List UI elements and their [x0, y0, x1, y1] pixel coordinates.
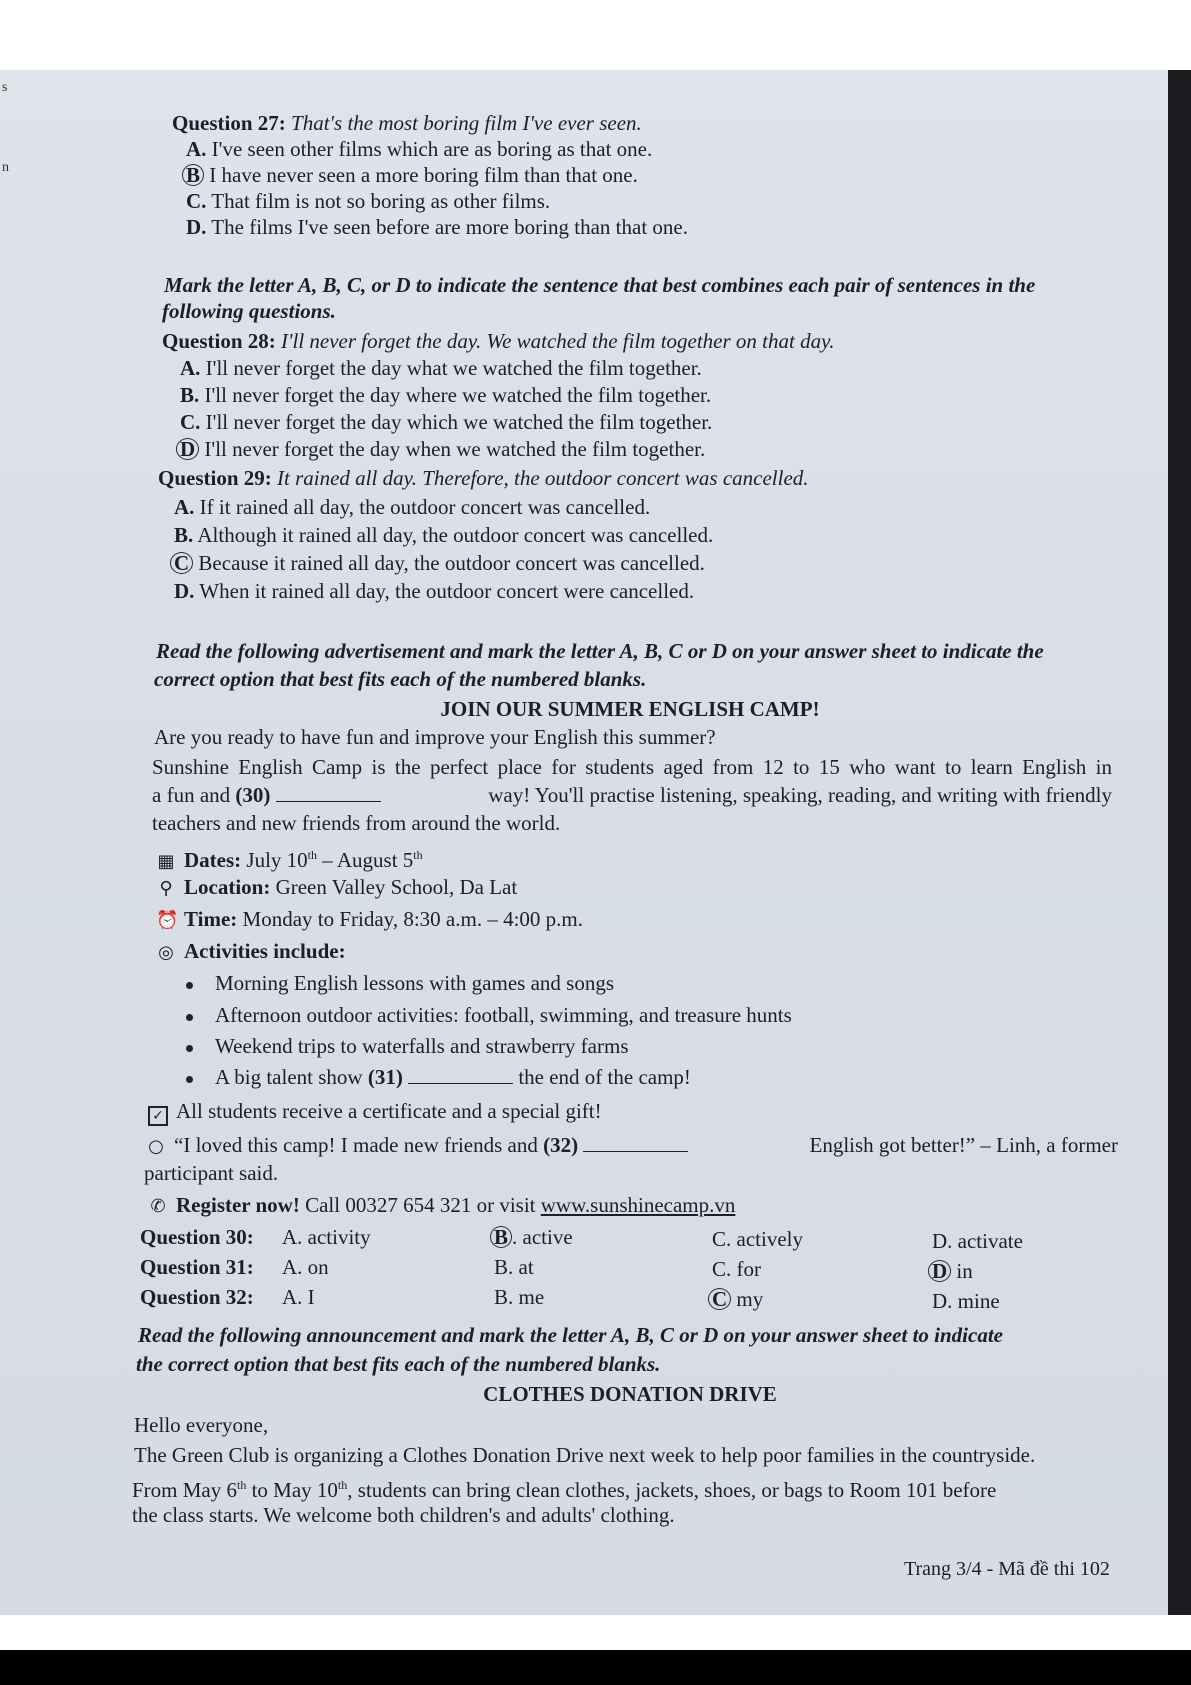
camp-intro: Are you ready to have fun and improve your English this summer?: [154, 725, 716, 749]
q30-option-d: D. activate: [932, 1229, 1023, 1253]
edge-fragment-mid: n: [2, 160, 9, 175]
q30-option-a: A. activity: [282, 1225, 371, 1249]
drive-paragraph-line2: From May 6th to May 10th, students can bring clean clothes, jackets, shoes, or bags to Room 101 before: [132, 1478, 997, 1502]
q27-option-b: B I have never seen a more boring film than that one.: [186, 162, 638, 188]
q30-label: Question 30:: [140, 1225, 254, 1249]
top-margin: [0, 0, 1191, 70]
camp-location: ⚲ Location: Green Valley School, Da Lat: [156, 874, 517, 902]
camp-time: ⏰ Time: Monday to Friday, 8:30 a.m. – 4:00 p.m.: [156, 906, 583, 934]
drive-paragraph-line3: the class starts. We welcome both children's and adults' clothing.: [132, 1503, 675, 1527]
blank-32: [583, 1133, 688, 1152]
bullet-icon: [186, 982, 193, 989]
edge-fragment-top: s: [2, 80, 8, 95]
q29-option-a: A. If it rained all day, the outdoor concert was cancelled.: [174, 495, 651, 519]
bullet-icon: [186, 1045, 193, 1052]
location-pin-icon: ⚲: [159, 878, 173, 899]
q31-option-b: B. at: [494, 1255, 534, 1279]
answer-circle: C: [708, 1288, 731, 1310]
checkbox-icon: ✓: [148, 1106, 168, 1126]
camp-quote-line1: ○ “I loved this camp! I made new friends and (32) English got better!” – Linh, a former: [146, 1132, 1118, 1160]
q27-option-a: A. I've seen other films which are as boring as that one.: [186, 137, 653, 161]
instruction-ad-line1: Read the following advertisement and mark the letter A, B, C or D on your answer sheet to indicate the: [156, 639, 1044, 663]
camp-dates: ▦ Dates: July 10th – August 5th: [156, 842, 423, 875]
bullet-icon: [186, 1076, 193, 1083]
q28-stem: Question 28: I'll never forget the day. We watched the film together on that day.: [162, 329, 835, 353]
q31-label: Question 31:: [140, 1255, 254, 1279]
instruction-combine-line1: Mark the letter A, B, C, or D to indicate the sentence that best combines each pair of sentences in the: [164, 273, 1036, 297]
answer-circle: B: [490, 1226, 512, 1248]
q31-option-d: D in: [932, 1258, 973, 1284]
activity-item: Weekend trips to waterfalls and strawberry farms: [186, 1033, 629, 1059]
calendar-icon: ▦: [157, 851, 175, 872]
answer-circle: B: [182, 164, 204, 186]
q29-stem: Question 29: It rained all day. Therefore, the outdoor concert was cancelled.: [158, 466, 809, 490]
instruction-announcement-line2: the correct option that best fits each of the numbered blanks.: [136, 1352, 661, 1376]
q30-option-c: C. actively: [712, 1227, 803, 1251]
q27-option-c: C. That film is not so boring as other films.: [186, 189, 551, 213]
right-edge-shadow: [1168, 70, 1191, 1615]
q29-option-c: C Because it rained all day, the outdoor concert was cancelled.: [174, 550, 705, 576]
camp-certificate: ✓ All students receive a certificate and a special gift!: [148, 1098, 602, 1126]
q28-option-a: A. I'll never forget the day what we watched the film together.: [180, 356, 702, 380]
page-footer: Trang 3/4 - Mã đề thi 102: [904, 1558, 1110, 1580]
q32-option-b: B. me: [494, 1285, 545, 1309]
q28-option-b: B. I'll never forget the day where we watched the film together.: [180, 383, 712, 407]
q28-option-d: D I'll never forget the day when we watched the film together.: [180, 436, 705, 462]
alarm-clock-icon: ⏰: [156, 910, 179, 931]
activity-item: A big talent show (31) the end of the camp!: [186, 1064, 691, 1090]
target-icon: ◎: [158, 942, 174, 963]
camp-paragraph-line2: a fun and (30) way! You'll practise listening, speaking, reading, and writing with friendly: [152, 783, 1112, 807]
answer-circle: C: [170, 552, 193, 574]
q29-option-b: B. Although it rained all day, the outdoor concert was cancelled.: [174, 523, 714, 547]
camp-activities-heading: ◎ Activities include:: [156, 938, 346, 966]
bullet-icon: [186, 1014, 193, 1021]
camp-quote-line2: participant said.: [144, 1161, 279, 1185]
q32-option-d: D. mine: [932, 1289, 1000, 1313]
camp-website-link[interactable]: www.sunshinecamp.vn: [540, 1193, 736, 1217]
q27-option-d: D. The films I've seen before are more boring than that one.: [186, 215, 688, 239]
camp-paragraph-line3: teachers and new friends from around the world.: [152, 811, 561, 835]
activity-item: Afternoon outdoor activities: football, swimming, and treasure hunts: [186, 1002, 792, 1028]
instruction-announcement-line1: Read the following announcement and mark the letter A, B, C or D on your answer sheet to indicate: [138, 1323, 1003, 1347]
blank-30: [276, 783, 381, 802]
q28-option-c: C. I'll never forget the day which we watched the film together.: [180, 410, 713, 434]
q31-option-c: C. for: [712, 1257, 761, 1281]
activity-item: Morning English lessons with games and songs: [186, 970, 614, 996]
camp-register: ✆ Register now! Call 00327 654 321 or visit www.sunshinecamp.vn: [148, 1192, 735, 1220]
q27-stem: Question 27: That's the most boring film I've ever seen.: [172, 111, 642, 135]
q32-option-a: A. I: [282, 1285, 315, 1309]
q32-label: Question 32:: [140, 1285, 254, 1309]
drive-greeting: Hello everyone,: [134, 1413, 269, 1437]
camp-title: JOIN OUR SUMMER ENGLISH CAMP!: [440, 697, 820, 721]
drive-title: CLOTHES DONATION DRIVE: [483, 1382, 777, 1406]
answer-circle: D: [928, 1260, 951, 1282]
camp-paragraph-line1: Sunshine English Camp is the perfect place for students aged from 12 to 15 who want to learn English in: [152, 755, 1112, 779]
drive-paragraph-line1: The Green Club is organizing a Clothes Donation Drive next week to help poor families in the countryside.: [134, 1443, 1036, 1467]
speech-bubble-icon: ○: [148, 1136, 164, 1157]
q31-option-a: A. on: [282, 1255, 329, 1279]
q32-option-c: C my: [712, 1286, 763, 1312]
phone-icon: ✆: [150, 1196, 166, 1217]
instruction-ad-line2: correct option that best fits each of the numbered blanks.: [154, 667, 647, 691]
q30-option-b: B . active: [494, 1224, 573, 1250]
blank-31: [408, 1065, 513, 1084]
instruction-combine-line2: following questions.: [162, 299, 336, 323]
answer-circle: D: [176, 438, 199, 460]
q29-option-d: D. When it rained all day, the outdoor concert were cancelled.: [174, 579, 695, 603]
bottom-black-bar: [0, 1650, 1191, 1685]
